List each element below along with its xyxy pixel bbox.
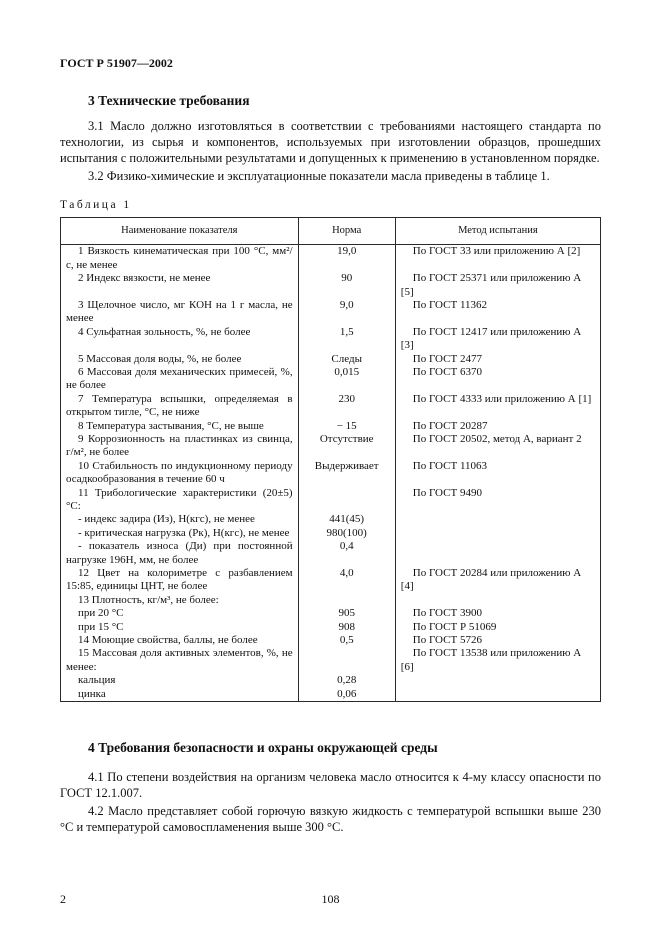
indicator-name-cell: при 20 °С — [61, 607, 299, 620]
table-row — [61, 527, 601, 540]
norm-value-cell: 4,0 — [298, 567, 395, 594]
test-method-cell: По ГОСТ 13538 или приложению А [6] — [400, 647, 582, 673]
indicator-name-cell: - показатель износа (Ди) при постоянной нагрузке 196Н, мм, не более — [61, 540, 299, 567]
indicator-name-cell: 15 Массовая доля активных элементов, %, не менее: — [61, 647, 299, 674]
table-row — [61, 420, 601, 433]
test-method-cell: По ГОСТ 20502, метод А, вариант 2 — [412, 432, 582, 445]
norm-value-cell: 0,015 — [298, 366, 395, 393]
norm-value-cell: 0,5 — [298, 634, 395, 647]
table-row — [61, 540, 601, 567]
test-method-cell: По ГОСТ 5726 — [412, 634, 482, 647]
norm-value-cell: Отсутствие — [298, 433, 395, 460]
table-row — [61, 433, 601, 460]
norm-value-cell: Выдерживает — [298, 460, 395, 487]
table-row — [61, 688, 601, 702]
norm-value-cell: 905 — [298, 607, 395, 620]
test-method-cell: По ГОСТ 12417 или приложению А [3] — [400, 325, 582, 352]
table-row — [61, 567, 601, 594]
section-4-paragraph-1: 4.1 По степени воздействия на организм человека масло относится к 4-му классу опасности по ГОСТ 12.1.007. — [60, 770, 601, 800]
table-row — [61, 607, 601, 620]
test-method-cell: По ГОСТ 4333 или приложению А [1] — [412, 392, 592, 405]
norm-value-cell — [298, 487, 395, 514]
indicator-name-cell: 9 Коррозионность на пластинках из свинца, г/м², не более — [61, 433, 299, 460]
test-method-cell: По ГОСТ 20284 или приложению А [4] — [400, 567, 582, 593]
indicator-name-cell: - критическая нагрузка (Рк), Н(кгс), не менее — [61, 527, 299, 540]
section-3-paragraph-1: 3.1 Масло должно изготовляться в соответствии с требованиями настоящего стандарта по технологии, из сырья и компонентов, используемых при изготовлении образцов, прошедших испытания с положительными результатами и допущенных к применению в установленном порядке. — [60, 119, 601, 165]
header-indicator-name: Наименование показателя — [61, 217, 299, 245]
norm-value-cell: − 15 — [298, 420, 395, 433]
indicator-name-cell: 8 Температура застывания, °С, не выше — [61, 420, 299, 433]
indicator-name-cell: 5 Массовая доля воды, %, не более — [61, 353, 299, 366]
indicator-name-cell: 4 Сульфатная зольность, %, не более — [61, 326, 299, 353]
test-method-cell — [395, 527, 600, 540]
test-method-cell: По ГОСТ 6370 — [412, 365, 482, 378]
norm-value-cell — [298, 647, 395, 674]
test-method-cell — [395, 688, 600, 702]
table-row — [61, 647, 601, 674]
header-norm: Норма — [298, 217, 395, 245]
norm-value-cell: 980(100) — [298, 527, 395, 540]
indicator-name-cell: - индекс задира (Из), Н(кгс), не менее — [61, 513, 299, 526]
indicator-name-cell: цинка — [61, 688, 299, 702]
test-method-cell: По ГОСТ 33 или приложению А [2] — [412, 245, 581, 258]
table-row — [61, 487, 601, 514]
norm-value-cell: 19,0 — [298, 245, 395, 272]
test-method-cell: По ГОСТ 11362 — [412, 298, 488, 311]
table-label: Таблица 1 — [60, 198, 132, 211]
table-row — [61, 366, 601, 393]
table-row — [61, 393, 601, 420]
table-row — [61, 634, 601, 647]
table-header-row — [61, 217, 601, 245]
norm-value-cell — [298, 594, 395, 607]
table-row — [61, 245, 601, 272]
indicator-name-cell: 1 Вязкость кинематическая при 100 °С, мм²/с, не менее — [61, 245, 299, 272]
table-row — [61, 594, 601, 607]
doc-number: ГОСТ Р 51907—2002 — [60, 56, 173, 70]
spec-table-body — [61, 245, 601, 702]
test-method-cell: По ГОСТ 2477 — [412, 352, 482, 365]
indicator-name-cell: 11 Трибологические характеристики (20±5) °С: — [61, 487, 299, 514]
norm-value-cell: 441(45) — [298, 513, 395, 526]
norm-value-cell: 0,28 — [298, 674, 395, 687]
test-method-cell: По ГОСТ 9490 — [412, 486, 482, 499]
spec-table — [60, 217, 601, 703]
table-row — [61, 460, 601, 487]
test-method-cell — [395, 540, 600, 567]
section-4-title: 4 Требования безопасности и охраны окружающей среды — [88, 740, 438, 756]
indicator-name-cell: 7 Температура вспышки, определяемая в открытом тигле, °С, не ниже — [61, 393, 299, 420]
test-method-cell: По ГОСТ 11063 — [412, 459, 488, 472]
test-method-cell: По ГОСТ 25371 или приложению А [5] — [400, 272, 582, 298]
test-method-cell — [395, 594, 600, 607]
table-row — [61, 353, 601, 366]
indicator-name-cell: 12 Цвет на колориметре с разбавлением 15:85, единицы ЦНТ, не более — [61, 567, 299, 594]
spec-table-header — [61, 217, 601, 245]
norm-value-cell: 90 — [298, 272, 395, 299]
test-method-cell: По ГОСТ 3900 — [412, 607, 482, 620]
section-3-title: 3 Технические требования — [88, 93, 250, 108]
indicator-name-cell: при 15 °С — [61, 621, 299, 634]
test-method-cell — [395, 674, 600, 687]
norm-value-cell: 0,4 — [298, 540, 395, 567]
norm-value-cell: Следы — [298, 353, 395, 366]
indicator-name-cell: 14 Моющие свойства, баллы, не более — [61, 634, 299, 647]
indicator-name-cell: 3 Щелочное число, мг КОН на 1 г масла, не менее — [61, 299, 299, 326]
footer-center-number: 108 — [321, 892, 340, 906]
test-method-cell — [395, 513, 600, 526]
table-row — [61, 513, 601, 526]
table-row — [61, 326, 601, 353]
norm-value-cell: 9,0 — [298, 299, 395, 326]
norm-value-cell: 1,5 — [298, 326, 395, 353]
table-row — [61, 272, 601, 299]
test-method-cell: По ГОСТ Р 51069 — [412, 620, 497, 633]
indicator-name-cell: 10 Стабильность по индукционному периоду осадкообразования в течение 60 ч — [61, 460, 299, 487]
indicator-name-cell: 6 Массовая доля механических примесей, %, не более — [61, 366, 299, 393]
norm-value-cell: 908 — [298, 621, 395, 634]
norm-value-cell: 230 — [298, 393, 395, 420]
section-3-paragraph-2: 3.2 Физико-химические и эксплуатационные показатели масла приведены в таблице 1. — [88, 168, 550, 183]
header-test-method: Метод испытания — [395, 217, 600, 245]
table-row — [61, 299, 601, 326]
table-row — [61, 621, 601, 634]
norm-value-cell: 0,06 — [298, 688, 395, 702]
indicator-name-cell: кальция — [61, 674, 299, 687]
test-method-cell: По ГОСТ 20287 — [412, 419, 488, 432]
table-row — [61, 674, 601, 687]
indicator-name-cell: 13 Плотность, кг/м³, не более: — [61, 594, 299, 607]
section-4-paragraph-2: 4.2 Масло представляет собой горючую вязкую жидкость с температурой вспышки выше 230 °С и температурой самовоспламенения выше 300 °С. — [60, 803, 601, 834]
indicator-name-cell: 2 Индекс вязкости, не менее — [61, 272, 299, 299]
footer-page-number: 2 — [60, 892, 66, 906]
